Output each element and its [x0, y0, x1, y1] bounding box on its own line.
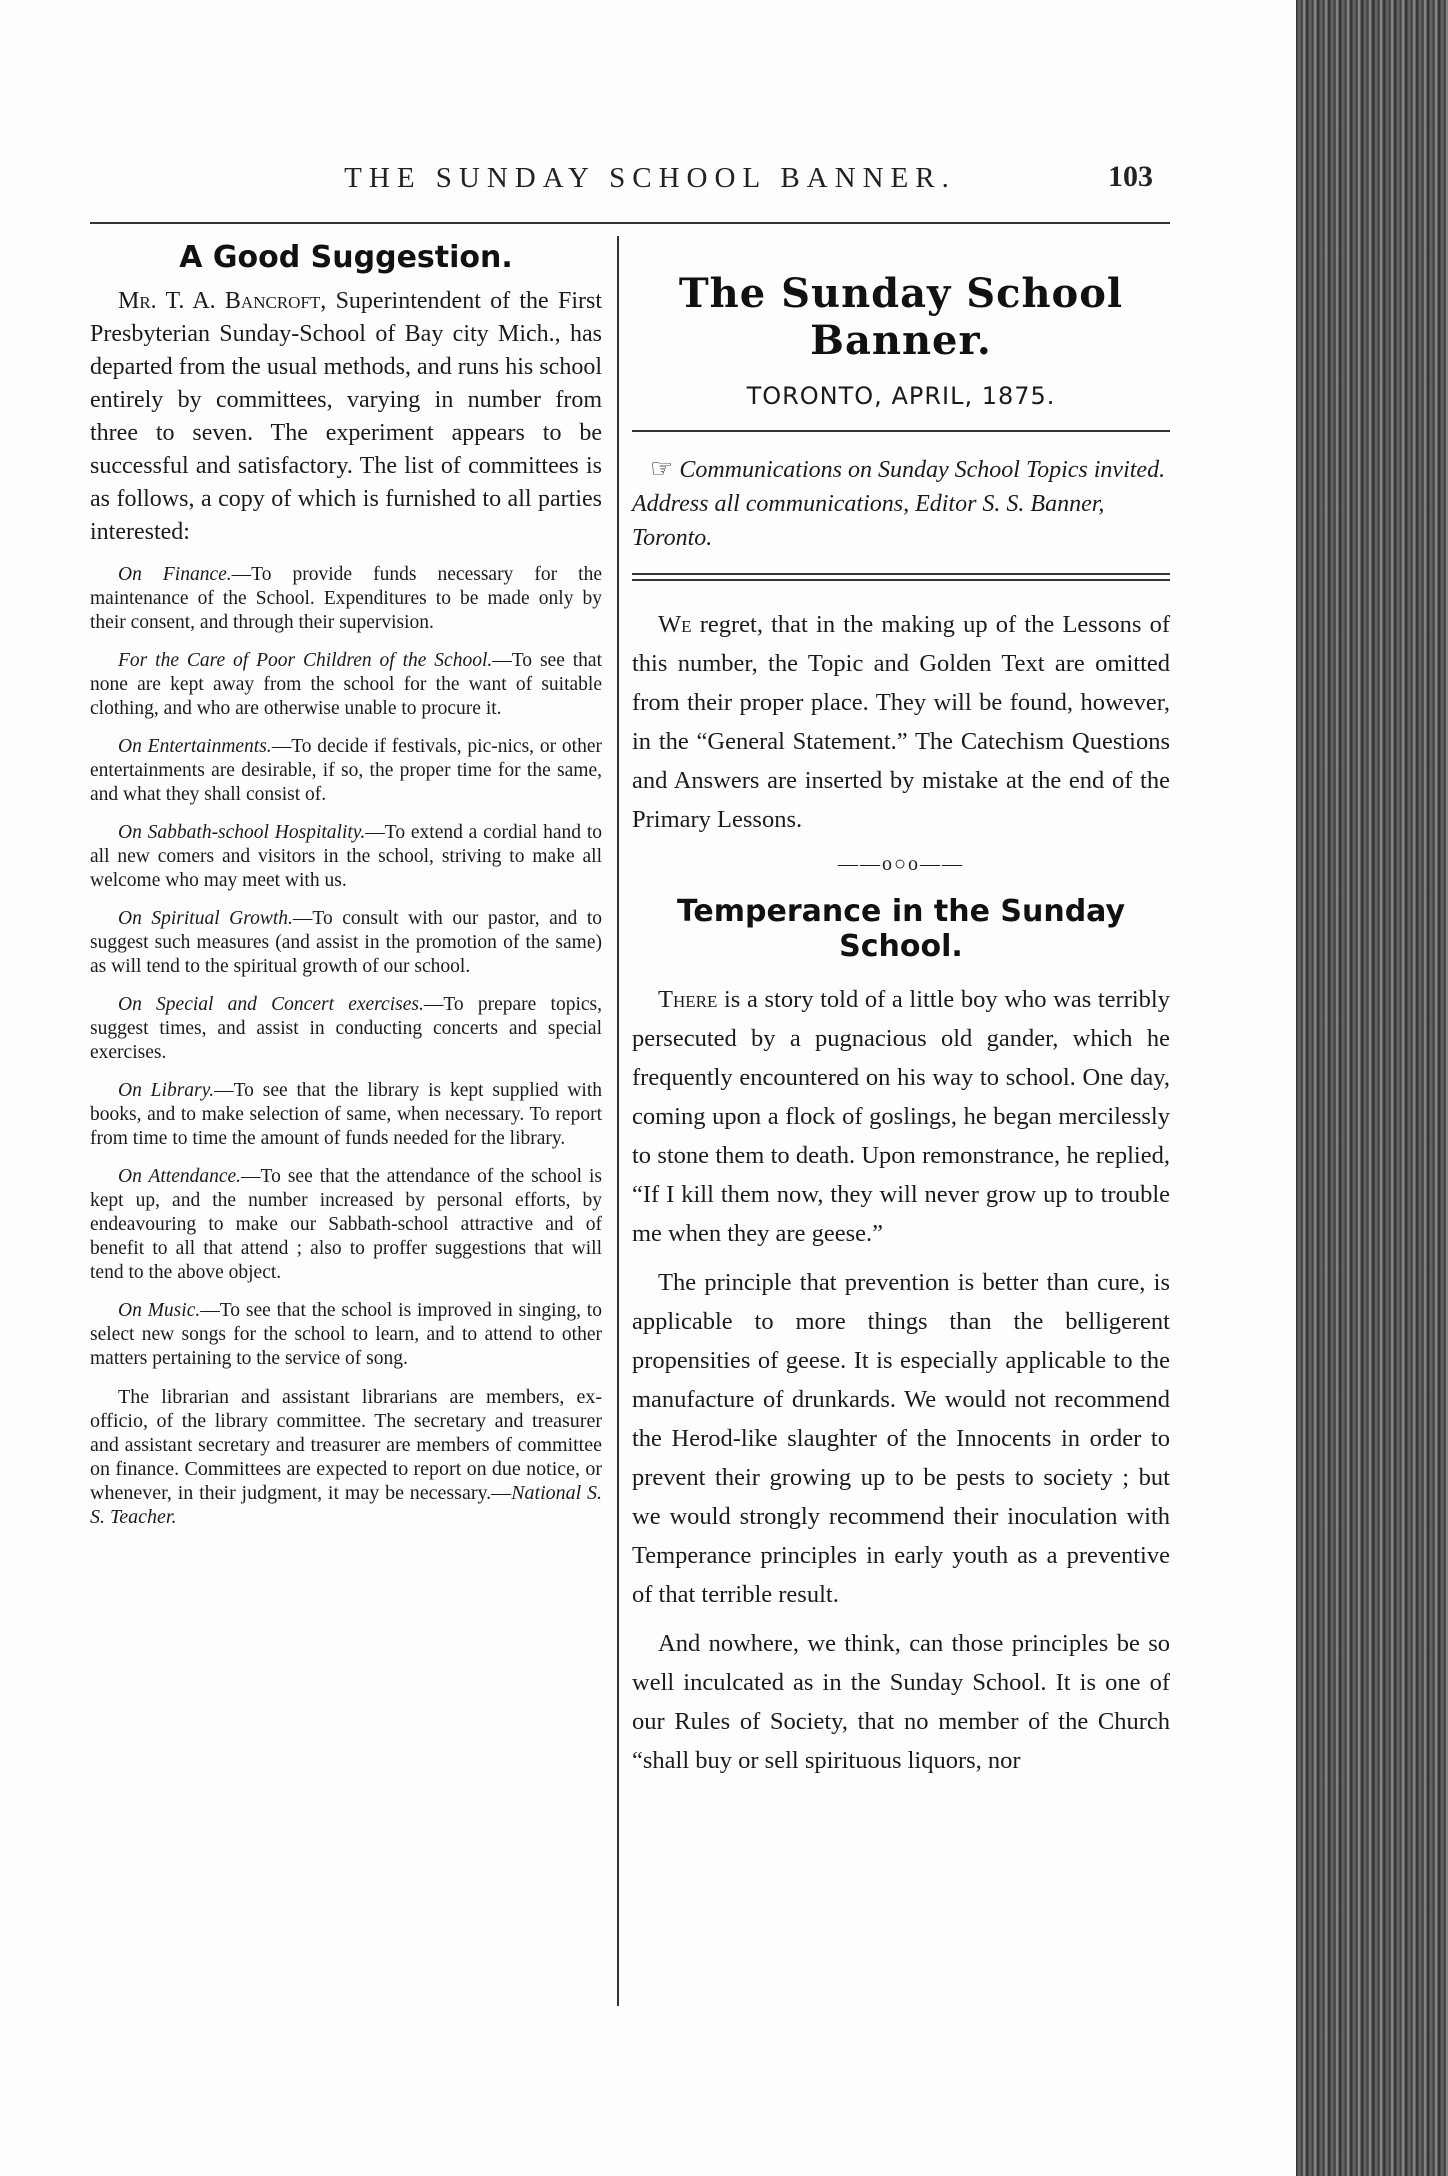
ornament-divider: ——o○o—— — [837, 853, 965, 875]
double-rule — [632, 573, 1170, 581]
committee-item — [90, 649, 602, 721]
committee-item — [90, 993, 602, 1065]
book-spine — [1296, 0, 1448, 2176]
committee-text: —To see that the school is improved in singing, to select new songs for the school to learn, and to attend to other matters pertaining to the service of song. — [90, 1300, 602, 1369]
lead-text: Superintendent of the First Presbyterian Sunday-School of Bay city Mich., has departed from the usual methods, and runs his school entirely by committees, varying in number from three to seven. The experiment appears to be successful and satisfactory. The list of committees is as follows, a copy of which is furnished to all parties interested: — [90, 288, 602, 545]
committee-text: —To see that none are kept away from the school for the want of suitable clothing, and who are otherwise unable to procure it. — [90, 650, 602, 719]
temperance-paragraph-2: The principle that prevention is better than cure, is applicable to more things than the belligerent propensities of geese. It is especially applicable to the manufacture of drunkards. We would not recommend the Herod-like slaughter of the Innocents in order to prevent their growing up to be pests to society ; but we would strongly recommend their inoculation with Temperance principles in early youth as a preventive of that terrible result. — [632, 1269, 1170, 1608]
left-column — [90, 240, 602, 1529]
regret-paragraph — [632, 605, 1170, 839]
committee-text: —To decide if festivals, pic-nics, or other entertainments are desirable, if so, the proper time for the same, and what they shall consist of. — [90, 736, 602, 805]
closing-paragraph — [90, 1385, 602, 1529]
committee-text: —To consult with our pastor, and to suggest such measures (and assist in the promotion of the same) as will tend to the spiritual growth of our school. — [90, 908, 602, 977]
pointing-hand-icon: ☞ — [650, 454, 674, 483]
committee-title: On Music. — [118, 1300, 201, 1321]
masthead: The Sunday School Banner. — [678, 270, 1124, 364]
running-title: THE SUNDAY SCHOOL BANNER. — [344, 162, 956, 194]
article-title-good-suggestion: A Good Suggestion. — [179, 240, 513, 275]
page-number: 103 — [1108, 160, 1153, 193]
regret-lead: We — [658, 611, 692, 638]
dateline: TORONTO, APRIL, 1875. — [746, 382, 1056, 410]
temperance-paragraph-3: And nowhere, we think, can those principles be so well inculcated as in the Sunday School. It is one of our Rules of Society, that no member of the Church “shall buy or sell spirituous liquors, nor — [632, 1630, 1170, 1774]
committee-item — [90, 1299, 602, 1371]
committee-item — [90, 735, 602, 807]
committee-title: On Finance. — [118, 564, 232, 585]
committee-title: On Sabbath-school Hospitality. — [118, 822, 366, 843]
regret-text: regret, that in the making up of the Lessons of this number, the Topic and Golden Text are omitted from their proper place. They will be found, however, in the “General Statement.” The Catechism Questions and Answers are inserted by mistake at the end of the Primary Lessons. — [632, 611, 1170, 833]
committee-title: On Entertainments. — [118, 736, 272, 757]
paragraph-text: is a story told of a little boy who was terribly persecuted by a pugnacious old gander, which he frequently encountered on his way to school. One day, coming upon a flock of goslings, he began mercilessly to stone them to death. Upon remonstrance, he replied, “If I kill them now, they will never grow up to trouble me when they are geese.” — [632, 986, 1170, 1247]
committee-title: For the Care of Poor Children of the School. — [118, 650, 493, 671]
committee-text: —To see that the library is kept supplied with books, and to make selection of same, when necessary. To report from time to time the amount of funds needed for the library. — [90, 1080, 602, 1149]
committee-item — [90, 1165, 602, 1285]
committee-item — [90, 821, 602, 893]
temperance-paragraph-1 — [632, 980, 1170, 1253]
committee-title: On Special and Concert exercises. — [118, 994, 424, 1015]
notice-text: Communications on Sunday School Topics invited. Address all communications, Editor S. S. Banner, Toronto. — [632, 457, 1166, 551]
committee-item — [90, 563, 602, 635]
committee-title: On Spiritual Growth. — [118, 908, 293, 929]
article-title-temperance: Temperance in the Sunday School. — [676, 894, 1126, 964]
committee-text: —To provide funds necessary for the maintenance of the School. Expenditures to be made only by their consent, and through their supervision. — [90, 564, 602, 633]
committee-title: On Library. — [118, 1080, 215, 1101]
lead-name: Mr. T. A. Bancroft, — [118, 288, 327, 314]
masthead-rule — [632, 430, 1170, 432]
committee-item — [90, 1079, 602, 1151]
header-rule — [90, 222, 1170, 224]
right-column — [632, 240, 1170, 1790]
committee-item — [90, 907, 602, 979]
editorial-notice — [632, 452, 1170, 555]
committee-title: On Attendance. — [118, 1166, 242, 1187]
committee-text: —To extend a cordial hand to all new comers and visitors in the school, striving to make all welcome who may meet with us. — [90, 822, 602, 891]
column-divider — [617, 236, 619, 2006]
committee-text: —To prepare topics, suggest times, and assist in conducting concerts and special exercises. — [90, 994, 602, 1063]
closing-source: National S. S. Teacher. — [90, 1482, 603, 1528]
paragraph-lead: There — [658, 986, 718, 1013]
closing-text: The librarian and assistant librarians are members, ex-officio, of the library committee. The secretary and treasurer and assistant secretary and treasurer are members of committee on finance. Committees are expected to report on due notice, or whenever, in their judgment, it may be necessary.— — [90, 1386, 602, 1504]
committee-text: —To see that the attendance of the school is kept up, and the number increased by personal efforts, by endeavouring to make our Sabbath-school attractive and of benefit to all that attend ; also to proffer suggestions that will tend to the above object. — [90, 1166, 602, 1283]
lead-paragraph — [90, 285, 602, 549]
